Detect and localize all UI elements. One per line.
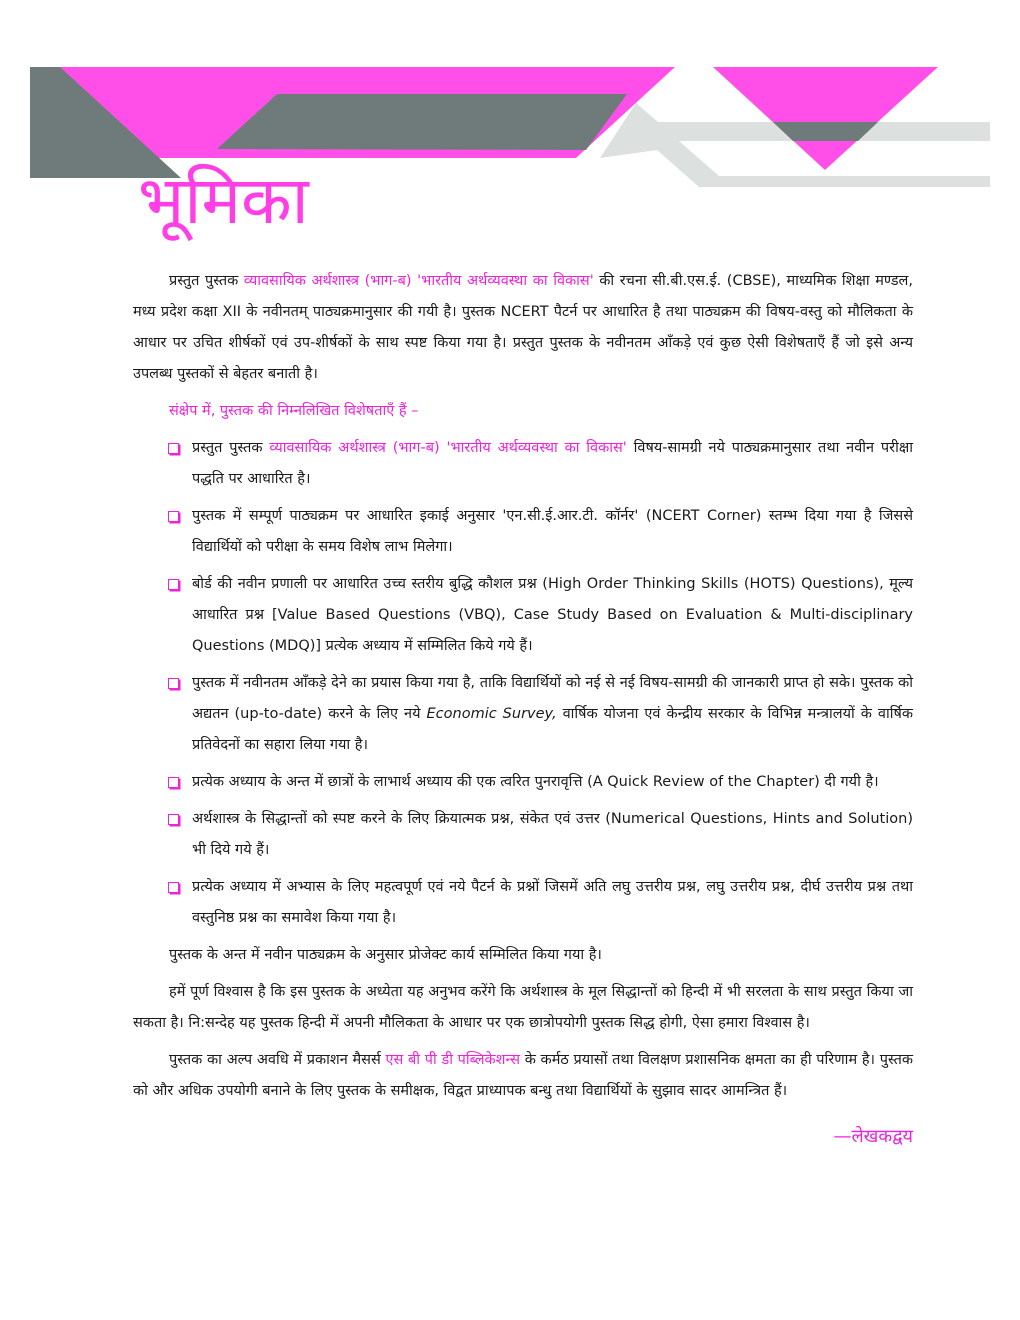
book-title: व्यावसायिक अर्थशास्त्र (भाग-ब) 'भारतीय अर्थव्यवस्था का विकास' (243, 273, 594, 289)
text: अर्थशास्त्र के सिद्धान्तों को स्पष्ट करने के लिए क्रियात्मक प्रश्न, संकेत एवं उत्तर (Numerical Questions, Hints and Solution) भी दिये गये हैं। (192, 811, 913, 858)
checkbox-bullet-icon (168, 814, 179, 825)
text: वार्षिक योजना एवं केन्द्रीय सरकार के विभिन्न मन्त्रालयों के वार्षिक प्रतिवेदनों का सहारा लिया गया है। (192, 706, 913, 753)
list-item (192, 872, 913, 934)
checkbox-bullet-icon (168, 511, 179, 522)
checkbox-bullet-icon (168, 777, 179, 788)
list-item (192, 433, 913, 495)
text: प्रत्येक अध्याय में अभ्यास के लिए महत्वपूर्ण एवं नये पैटर्न के प्रश्नों जिसमें अति लघु उत्तरीय प्रश्न, लघु उत्तरीय प्रश्न, दीर्घ उत्तरीय प्रश्न तथा वस्तुनिष्ठ प्रश्न का समावेश किया गया है। (192, 879, 913, 926)
text: की रचना सी.बी.एस.ई. (CBSE), माध्यमिक शिक्षा मण्डल, मध्य प्रदेश कक्षा XII के नवीनतम् पाठ्यक्रमानुसार की गयी है। पुस्तक NCERT पैटर्न पर आधारित है तथा पाठ्यक्रम की विषय-वस्तु को मौलिकता के आधार पर उचित शीर्षकों एवं उप-शीर्षकों के साथ स्पष्ट किया गया है। प्रस्तुत पुस्तक के नवीनतम आँकड़े एवं कुछ ऐसी विशेषताएँ हैं जो इसे अन्य उपलब्ध पुस्तकों से बेहतर बनाती है। (133, 273, 913, 382)
list-item (192, 767, 913, 798)
preface-body (133, 266, 913, 1152)
checkbox-bullet-icon (168, 678, 179, 689)
checkbox-bullet-icon (168, 579, 179, 590)
text: विषय-सामग्री नये पाठ्यक्रमानुसार तथा नवीन परीक्षा पद्धति पर आधारित है। (192, 440, 913, 487)
belief-paragraph: हमें पूर्ण विश्वास है कि इस पुस्तक के अध्येता यह अनुभव करेंगे कि अर्थशास्त्र के मूल सिद्धान्तों को हिन्दी में भी सरलता के साथ प्रस्तुत किया जा सकता है। नि:सन्देह यह पुस्तक हिन्दी में अपनी मौलिकता के आधार पर एक छात्रोपयोगी पुस्तक सिद्ध होगी, ऐसा हमारा विश्वास है। (133, 984, 913, 1031)
checkbox-bullet-icon (168, 443, 179, 454)
list-item (192, 668, 913, 761)
page-title: भूमिका (138, 162, 309, 239)
checkbox-bullet-icon (168, 882, 179, 893)
features-heading: संक्षेप में, पुस्तक की निम्नलिखित विशेषताएँ हैं – (169, 403, 419, 419)
list-item (192, 569, 913, 662)
text: प्रस्तुत पुस्तक (169, 273, 244, 289)
list-item (192, 501, 913, 563)
text: बोर्ड की नवीन प्रणाली पर आधारित उच्च स्तरीय बुद्धि कौशल प्रश्न (High Order Thinking Skills (HOTS) Questions), मूल्य आधारित प्रश्न [Value Based Questions (VBQ), Case Study Based on Evaluation & Multi-disciplinary Questions (MDQ)] प्रत्येक अध्याय में सम्मिलित किये गये हैं। (192, 576, 913, 654)
list-item (192, 804, 913, 866)
features-list (133, 433, 913, 934)
text: प्रत्येक अध्याय के अन्त में छात्रों के लाभार्थ अध्याय की एक त्वरित पुनरावृत्ति (A Quick Review of the Chapter) दी गयी है। (192, 774, 879, 790)
text: पुस्तक में नवीनतम आँकड़े देने का प्रयास किया गया है, ताकि विद्यार्थियों को नई से नई विषय-सामग्री की जानकारी प्राप्त हो सके। पुस्तक को अद्यतन (up-to-date) करने के लिए नये (192, 675, 913, 722)
publisher-name: एस बी पी डी पब्लिकेशन्स (385, 1052, 520, 1068)
text: पुस्तक का अल्प अवधि में प्रकाशन मैसर्स (169, 1052, 386, 1068)
book-title: व्यावसायिक अर्थशास्त्र (भाग-ब) 'भारतीय अर्थव्यवस्था का विकास' (269, 440, 627, 456)
pink-right-triangle (713, 67, 938, 170)
intro-paragraph (133, 266, 913, 390)
gray-parallelogram (217, 94, 627, 150)
project-paragraph: पुस्तक के अन्त में नवीन पाठ्यक्रम के अनुसार प्रोजेक्ट कार्य सम्मिलित किया गया है। (169, 947, 602, 963)
publisher-paragraph (133, 1045, 913, 1107)
text: प्रस्तुत पुस्तक (192, 440, 270, 456)
text: पुस्तक में सम्पूर्ण पाठ्यक्रम पर आधारित इकाई अनुसार 'एन.सी.ई.आर.टी. कॉर्नर' (NCERT Corner) स्तम्भ दिया गया है जिससे विद्यार्थियों को परीक्षा के समय विशेष लाभ मिलेगा। (192, 508, 913, 555)
text: के कर्मठ प्रयासों तथा विलक्षण प्रशासनिक क्षमता का ही परिणाम है। पुस्तक को और अधिक उपयोगी बनाने के लिए पुस्तक के समीक्षक, विद्वत प्राध्यापक बन्धु तथा विद्यार्थियों के सुझाव सादर आमन्त्रित हैं। (133, 1052, 913, 1099)
signature: —लेखकद्वय (833, 1126, 913, 1147)
italic-text: Economic Survey, (426, 706, 557, 722)
